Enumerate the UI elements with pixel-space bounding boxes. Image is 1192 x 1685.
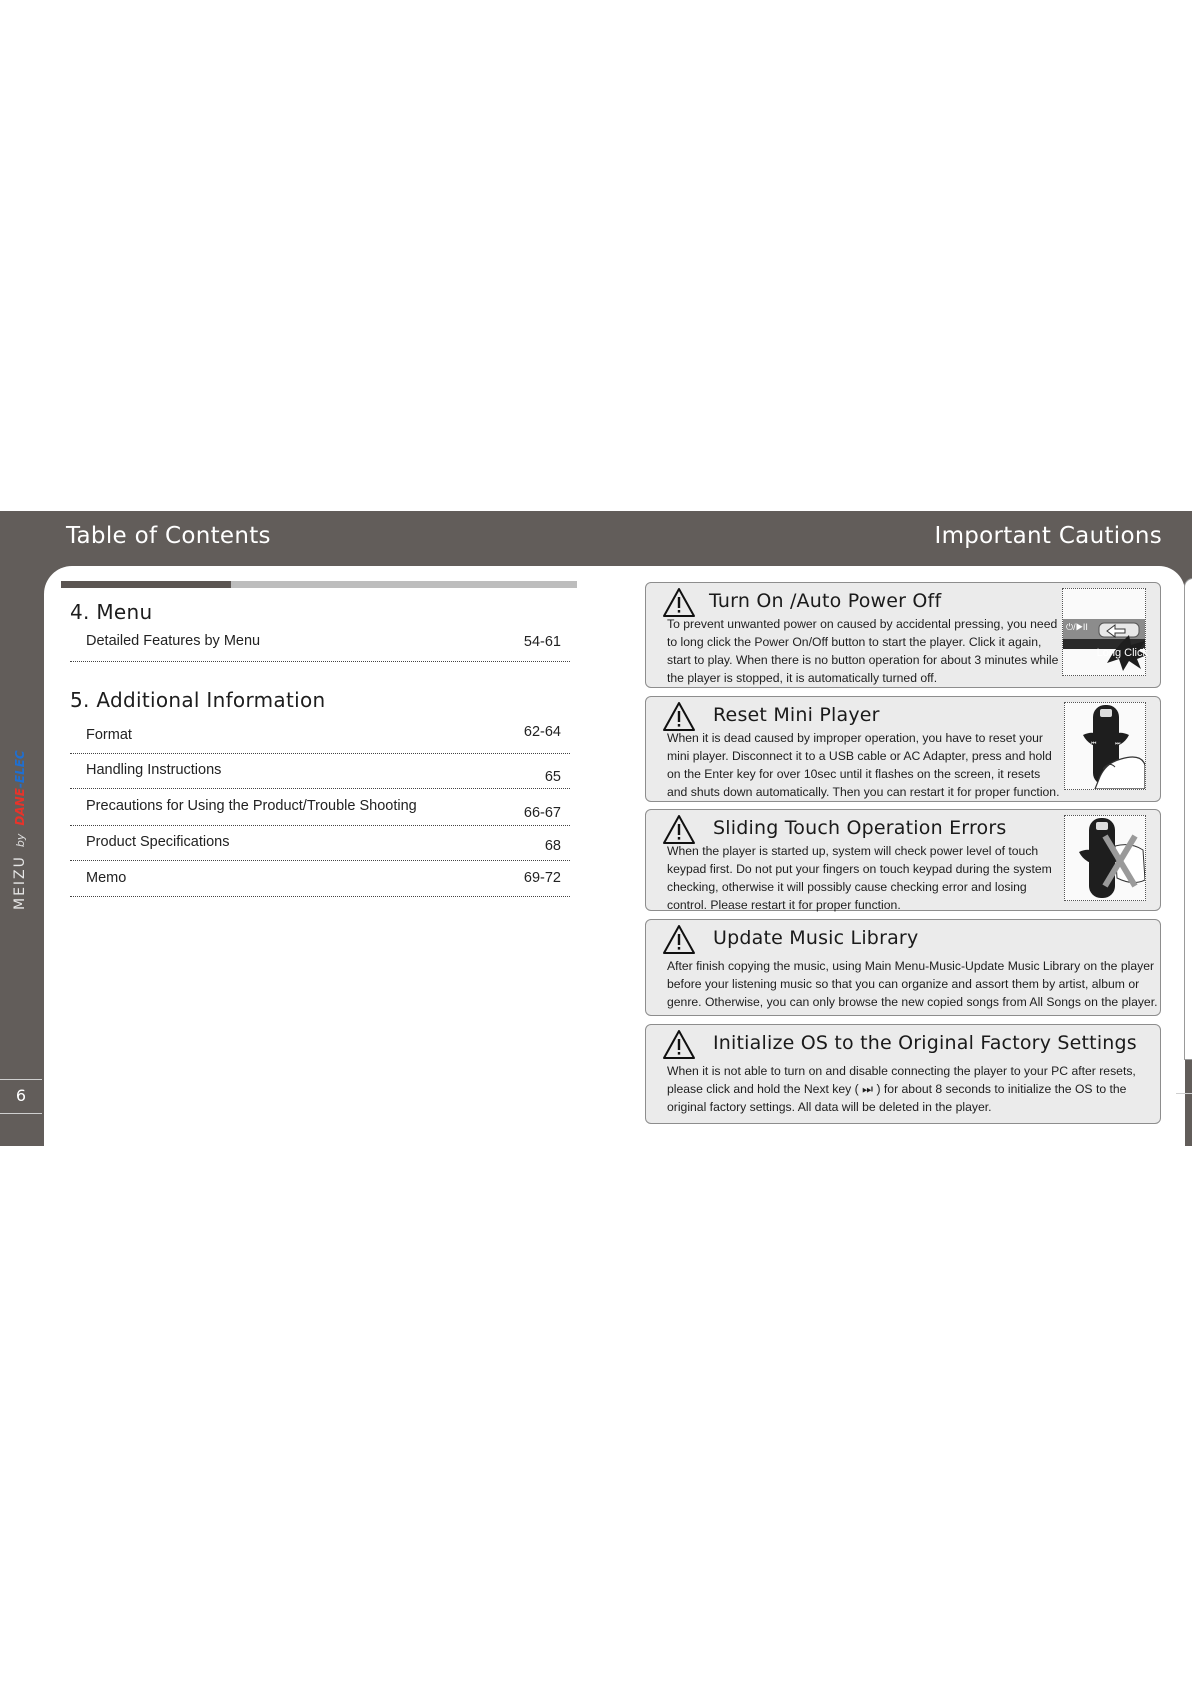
caution-title: Reset Mini Player <box>713 704 880 726</box>
caution-line: start to play. When there is no button operation for about 3 minutes while <box>667 653 1059 667</box>
toc-row-pages: 66-67 <box>523 805 561 821</box>
toc-row-pages: 65 <box>544 769 561 785</box>
warning-icon <box>662 924 696 956</box>
caution-card <box>645 696 1161 802</box>
caution-title: Sliding Touch Operation Errors <box>713 817 1007 839</box>
toc-row-label: Handling Instructions <box>86 762 222 778</box>
page-number-rule-bottom <box>0 1113 42 1114</box>
toc-row-label: Memo <box>86 870 127 886</box>
caution-card <box>645 919 1161 1016</box>
long-click-illustration <box>1062 588 1146 676</box>
caution-line: on the Enter key for over 10sec until it flashes on the screen, it resets <box>667 767 1041 781</box>
caution-title: Turn On /Auto Power Off <box>709 590 942 612</box>
toc-row-label: Detailed Features by Menu <box>86 633 261 649</box>
caution-title: Initialize OS to the Original Factory Settings <box>713 1032 1137 1054</box>
caution-line: genre. Otherwise, you can only browse the new copied songs from All Songs on the player. <box>667 995 1158 1009</box>
next-page-rule <box>1176 1093 1192 1094</box>
toc-row[interactable] <box>70 789 570 826</box>
toc-row[interactable] <box>70 719 570 754</box>
partner-name-a: DANE <box>13 788 27 826</box>
caution-card <box>645 809 1161 911</box>
caution-line: keypad first. Do not put your fingers on touch keypad during the system <box>667 862 1052 876</box>
power-play-button-label: ⏻/▶II <box>1066 622 1088 632</box>
caution-line: to long click the Power On/Off button to start the player. Click it again, <box>667 635 1042 649</box>
brand-by: by <box>14 833 27 848</box>
toc-row-label: Precautions for Using the Product/Trouble Shooting <box>86 798 417 814</box>
toc-row[interactable] <box>70 754 570 789</box>
no-touch-icon <box>1065 816 1145 900</box>
warning-icon <box>662 1029 696 1061</box>
caution-line: To prevent unwanted power on caused by accidental pressing, you need <box>667 617 1058 631</box>
caution-line: the player is stopped, it is automatically turned off. <box>667 671 938 685</box>
brand-name: MEIZU <box>12 855 28 910</box>
caution-line: When it is dead caused by improper operation, you have to reset your <box>667 731 1043 745</box>
reset-illustration <box>1064 702 1146 790</box>
toc-row-label: Format <box>86 727 132 743</box>
section-progress-bar <box>61 581 577 588</box>
brand-logo <box>12 750 28 910</box>
toc-row[interactable] <box>70 861 570 897</box>
toc-row-pages: 62-64 <box>523 724 561 740</box>
toc-section-title: 4. Menu <box>70 600 153 624</box>
caution-text <box>667 842 1052 914</box>
player-press-hand-icon <box>1065 703 1145 789</box>
caution-card <box>645 582 1161 688</box>
partner-logo <box>13 750 27 825</box>
caution-line: After finish copying the music, using Main Menu-Music-Update Music Library on the player <box>667 959 1155 973</box>
caution-text <box>667 729 1059 801</box>
caution-line: checking, otherwise it will possibly cause checking error and losing <box>667 880 1027 894</box>
touch-error-illustration <box>1064 815 1146 901</box>
caution-line: and shuts down automatically. Then you can restart it for proper function. <box>667 785 1060 799</box>
caution-text <box>667 615 1058 687</box>
page-title-left: Table of Contents <box>66 523 271 549</box>
caution-text <box>667 1062 1136 1116</box>
svg-text:⏮: ⏮ <box>1091 741 1097 747</box>
page-title-right: Important Cautions <box>934 523 1162 549</box>
partner-name-b: -ELEC <box>13 750 27 789</box>
toc-row-label: Product Specifications <box>86 834 230 850</box>
toc-row-pages: 54-61 <box>523 634 561 650</box>
caution-line: control. Please restart it for proper function. <box>667 898 901 912</box>
caution-line: When it is not able to turn on and disable connecting the player to your PC after resets, <box>667 1064 1136 1078</box>
svg-text:⏭: ⏭ <box>1115 741 1121 747</box>
caution-line: original factory settings. All data will be deleted in the player. <box>667 1100 992 1114</box>
section-progress-fill <box>61 581 231 588</box>
page-number-rule-top <box>0 1079 42 1080</box>
long-click-label: Long Click <box>1096 647 1148 659</box>
toc-row-pages: 68 <box>544 838 561 854</box>
caution-line: mini player. Disconnect it to a USB cable or AC Adapter, press and hold <box>667 749 1052 763</box>
caution-line: before your listening music so that you can organize and assort them by artist, album or <box>667 977 1140 991</box>
caution-text <box>667 957 1158 1011</box>
caution-line: please click and hold the Next key ( ⏭ ) for about 8 seconds to initialize the OS to the <box>667 1082 1127 1096</box>
toc-row-pages: 69-72 <box>523 870 561 886</box>
toc-row[interactable] <box>70 627 570 662</box>
caution-line: When the player is started up, system will check power level of touch <box>667 844 1039 858</box>
page-number: 6 <box>15 1086 27 1105</box>
caution-title: Update Music Library <box>713 927 919 949</box>
next-page-edge <box>1184 578 1192 1060</box>
caution-card <box>645 1024 1161 1124</box>
toc-section-title: 5. Additional Information <box>70 688 326 712</box>
toc-row[interactable] <box>70 826 570 861</box>
